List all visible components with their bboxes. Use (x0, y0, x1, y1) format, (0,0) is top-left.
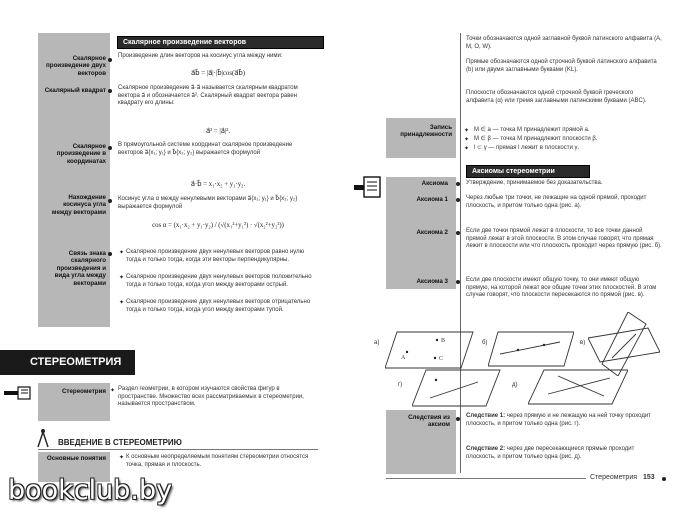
figure-c (588, 312, 660, 376)
footer-marker (662, 477, 666, 481)
page-number: 153 (643, 474, 655, 481)
row-marker (456, 231, 460, 235)
text-axiom-3: Если две плоскости имеют общую точку, то они имеют общую прямую, на которой лежат все общие точки этих плоскостей. В этом случае говорят, что плоскости пересекаются по прямой (рис. в). (466, 277, 657, 299)
bullet-marker: ✦ (119, 300, 125, 306)
label-dot-product-coords: Скалярное произведение в координатах (56, 143, 106, 165)
figure-label-d: г) (398, 382, 403, 388)
figure-a (385, 330, 475, 370)
label-axiom-1: Аксиома 1 (416, 196, 448, 203)
svg-text:B: B (441, 338, 446, 344)
row-marker (456, 280, 460, 284)
row-marker (108, 252, 112, 256)
row-marker (456, 417, 460, 421)
text-planes: Плоскости обозначаются одной строчной буквой греческого алфавита (α) или тремя заглавными латинскими буквами (ABC). (466, 90, 647, 104)
formula-cosine-angle: cos α = (x₁·x₂ + y₁·y₂) / (√(x₁²+y₁²) · √(x₂²+y₂²)) (152, 222, 284, 229)
text-axiom-definition: Утверждение, принимаемое без доказательства. (466, 180, 603, 186)
bullet-marker: ✦ (119, 250, 125, 256)
consequence-1-head: Следствие 1: (466, 413, 506, 419)
label-stereometry: Стереометрия (61, 388, 106, 395)
consequence-2 (466, 446, 662, 461)
label-basic-concepts: Основные понятия (46, 455, 106, 462)
bullet-marker: ✦ (110, 388, 116, 394)
label-axiom-2: Аксиома 2 (416, 229, 448, 236)
row-marker (108, 58, 112, 62)
label-cosine-angle: Нахождение косинуса угла между векторами (51, 194, 106, 216)
footer-section-label: Стереометрия (590, 474, 638, 481)
bullet-marker: ✦ (119, 275, 125, 281)
book-icon (354, 175, 384, 201)
text-points: Точки обозначаются одной заглавной буквой латинского алфавита (A, M, O, W). (466, 36, 662, 50)
row-marker (108, 146, 112, 150)
figure-b (488, 330, 574, 368)
text-basic-concepts: К основным неопределяемым понятиям стереометрии относятся точка, прямая и плоскость. (126, 454, 309, 468)
figure-label-e: д) (512, 382, 518, 388)
book-icon (4, 386, 34, 400)
text-axiom-1: Через любые три точки, не лежащие на одной прямой, проходит плоскость, и притом только одна (рис. а). (466, 195, 647, 209)
membership-item-1: M ∈ a — точка M принадлежит прямой a. (474, 127, 590, 133)
formula-scalar-square: a⃗² = |a⃗|². (205, 128, 231, 135)
row-marker (456, 182, 460, 186)
consequence-2-head: Следствие 2: (466, 446, 506, 452)
label-scalar-square: Скалярный квадрат (44, 87, 106, 94)
bullet-sign-2: Скалярное произведение двух ненулевых векторов положительно тогда и только тогда, когда угол между векторами острый. (126, 274, 312, 288)
figure-e (528, 368, 628, 406)
figure-d (412, 368, 502, 408)
consequence-2-text: через две пересекающиеся прямые проходит плоскость, и притом только одна (рис. д). (466, 446, 635, 460)
label-axiom-3: Аксиома 3 (416, 278, 448, 285)
label-consequences: Следствия из аксиом (408, 414, 450, 429)
bullet-marker: ✦ (464, 146, 470, 152)
figure-label-a: а) (374, 340, 380, 346)
text-dot-product-coords: В прямоугольной системе координат скалярное произведение векторов a⃗{x₁; y₁} и b⃗{x₂; y₂} выражается формулой (118, 142, 293, 156)
figure-label-c: в) (580, 340, 586, 346)
label-axiom: Аксиома (421, 180, 448, 187)
section-banner-stereometry (0, 350, 135, 375)
figure-label-b: б) (482, 340, 488, 346)
text-scalar-square: Скалярное произведение a⃗·a⃗ называется скалярным квадратом вектора a⃗ и обозначается a⃗². Скалярный квадрат вектора равен квадрату его длины: (118, 85, 298, 107)
intro-title: ВВЕДЕНИЕ В СТЕРЕОМЕТРИЮ (58, 438, 182, 447)
svg-text:A: A (401, 355, 406, 361)
bullet-sign-3: Скалярное произведение двух ненулевых векторов отрицательно тогда и только тогда, когда угол между векторами тупой. (126, 299, 311, 313)
row-marker (108, 199, 112, 203)
compass-icon (36, 428, 50, 448)
footer-line (386, 478, 586, 479)
text-lines: Прямые обозначаются одной строчной буквой латинского алфавита (b) или двумя заглавными буквами (KL). (466, 59, 657, 73)
label-dot-product: Скалярное произведение двух векторов (46, 55, 106, 77)
section-title: СТЕРЕОМЕТРИЯ (30, 356, 122, 368)
text-dot-product: Произведение длин векторов на косинус угла между ними: (118, 53, 283, 59)
bullet-marker: ✦ (119, 455, 125, 461)
text-axiom-2: Если две точки прямой лежат в плоскости, то все точки данной прямой лежат в этой плоскости. В этом случае говорят, что прямая лежит в плоскости или что плоскость проходит через прямую (рис. б). (466, 228, 662, 250)
label-membership: Запись принадлежности (400, 124, 452, 139)
bullet-sign-1: Скалярное произведение двух ненулевых векторов равно нулю тогда и только тогда, когда эти векторы перпендикулярны. (126, 249, 305, 263)
consequence-1-text: через прямую и не лежащую на ней точку проходит плоскость, и притом только одна (рис. г). (466, 413, 651, 427)
bullet-marker: ✦ (464, 128, 470, 134)
text-stereometry: Раздел геометрии, в котором изучаются свойства фигур в пространстве. Множество всех рассматриваемых в стереометрии, называется пространством. (118, 386, 304, 408)
row-marker (108, 89, 112, 93)
membership-item-3: l ⊂ γ — прямая l лежит в плоскости γ. (474, 145, 580, 151)
section-header-vectors: Скалярное произведение векторов (117, 36, 324, 49)
label-sign-angle: Связь знака скалярного произведения и вида угла между векторами (54, 250, 106, 287)
text-cosine-angle: Косинус угла α между ненулевыми векторами a⃗{x₁; y₁} и b⃗{x₂; y₂} выражается формулой (118, 196, 298, 210)
formula-dot-product: a⃗b⃗ = |a⃗|·|b⃗|cos(a⃗b⃗) (191, 70, 245, 77)
svg-text:C: C (439, 356, 444, 362)
row-marker (456, 198, 460, 202)
intro-divider (38, 449, 318, 450)
consequence-1 (466, 413, 662, 428)
membership-item-2: M ∈ β — точка M принадлежит плоскости β. (474, 136, 598, 142)
section-header-axioms: Аксиомы стереометрии (466, 165, 590, 178)
formula-dot-product-coords: a⃗·b⃗ = x₁·x₂ + y₁·y₂. (190, 181, 246, 188)
watermark-logo: bookclub.by (8, 475, 173, 506)
bullet-marker: ✦ (464, 137, 470, 143)
